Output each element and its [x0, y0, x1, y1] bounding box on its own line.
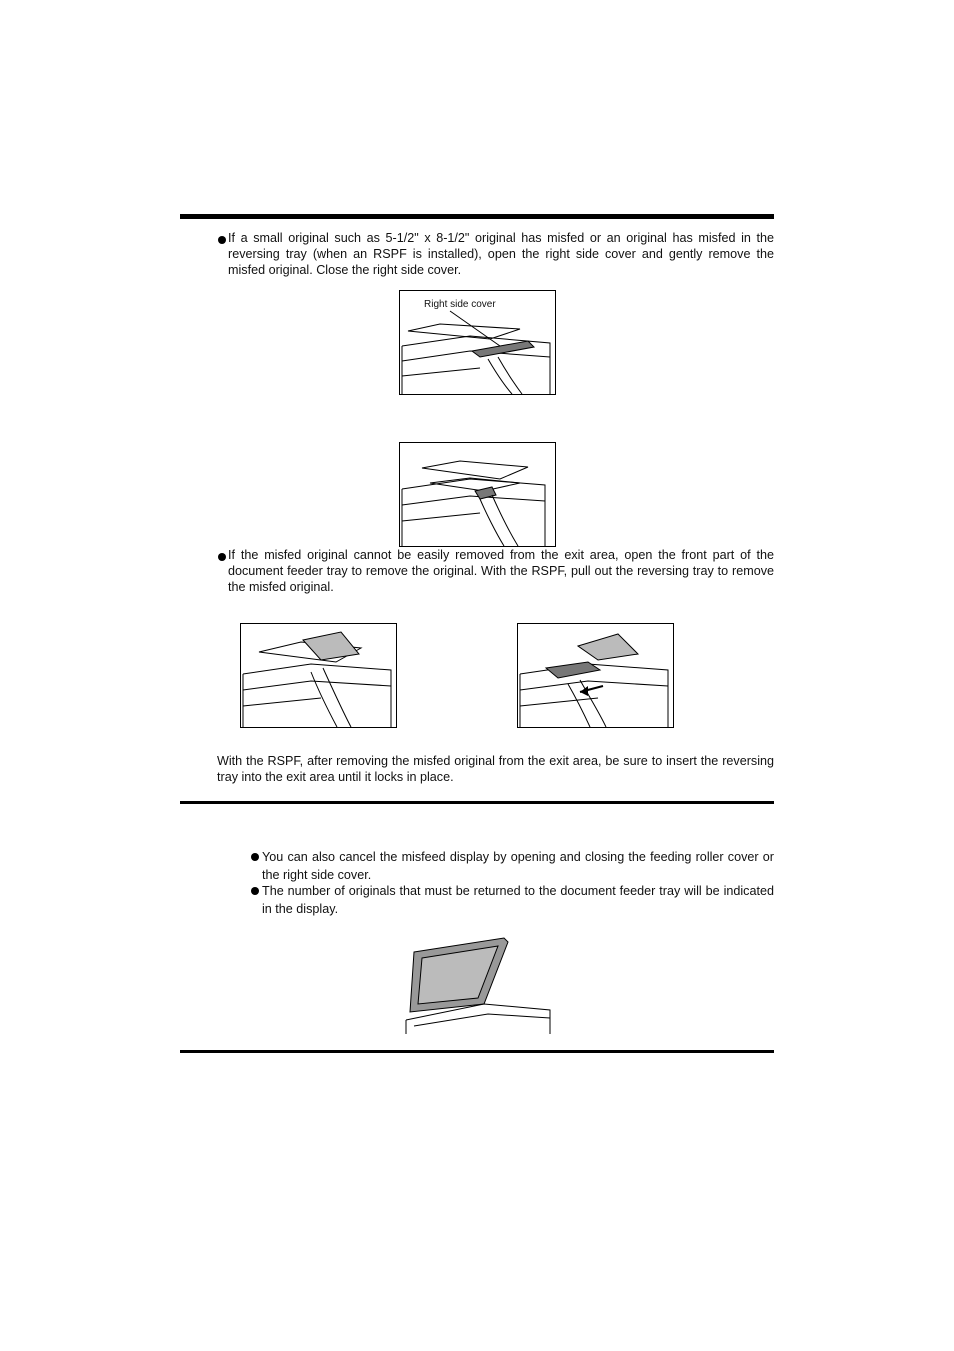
bottom-rule [180, 1050, 774, 1053]
bullet-icon [251, 887, 259, 895]
bullet-text-originals-count: The number of originals that must be returned to the document feeder tray will be indicated in the display. [262, 884, 774, 916]
bullet-icon [218, 553, 226, 561]
bullet-text-exit-area: If the misfed original cannot be easily removed from the exit area, open the front part of the document feeder tray to remove the original. With the RSPF, pull out the reversing tray to remove the misfed original. [228, 548, 774, 594]
bullet-text-small-original: If a small original such as 5-1/2" x 8-1/2" original has misfed or an original has misfed in the reversing tray (when an RSPF is installed), open the right side cover and gently remove the misfed original. Close the right side cover. [228, 231, 774, 277]
figure-remove-original [399, 442, 556, 547]
figure-open-document-feeder [404, 934, 552, 1034]
bullet-icon [218, 236, 226, 244]
bullet-icon [251, 853, 259, 861]
figure-open-feeder-tray [240, 623, 397, 728]
right-side-cover-callout: Right side cover [424, 299, 496, 310]
figure-pull-reversing-tray [517, 623, 674, 728]
middle-rule [180, 801, 774, 804]
top-rule [180, 214, 774, 219]
note-reversing-tray: With the RSPF, after removing the misfed original from the exit area, be sure to insert the reversing tray into the exit area until it locks in place. [217, 754, 774, 784]
bullet-text-cancel-misfeed: You can also cancel the misfeed display by opening and closing the feeding roller cover or the right side cover. [262, 850, 774, 882]
